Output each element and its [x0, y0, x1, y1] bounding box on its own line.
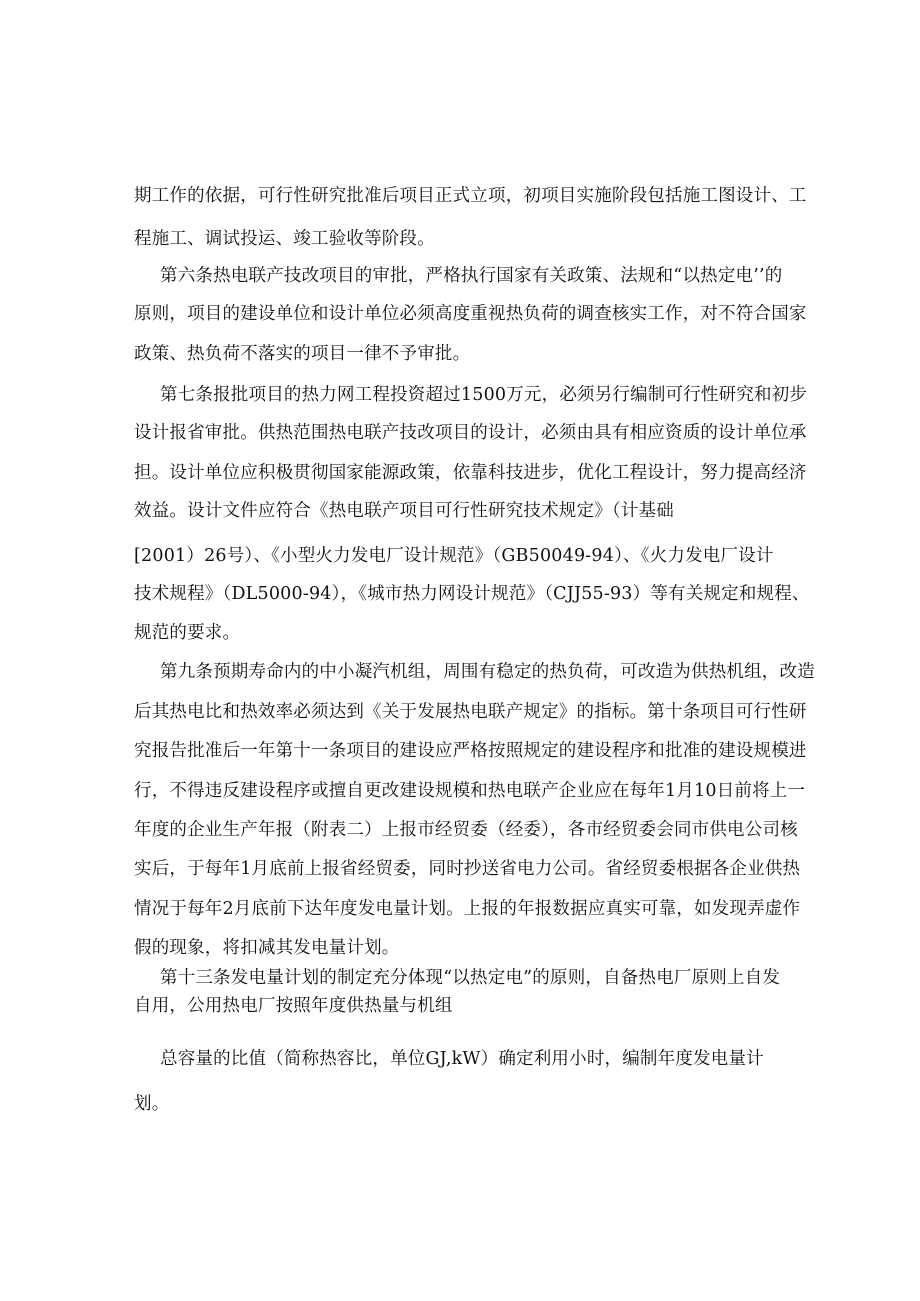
- text-line: 技术规程》（DL5000-94），《城市热力网设计规范》（CJJ55-93）等有关规定和规程、: [134, 584, 810, 604]
- text-line: 政策、热负荷不落实的项目一律不予审批。: [134, 344, 471, 364]
- text-line: 行，不得违反建设程序或擅自更改建设规模和热电联产企业应在每年1月10日前将上一: [134, 781, 806, 801]
- text-line: 后其热电比和热效率必须达到《关于发展热电联产规定》的指标。第十条项目可行性研: [134, 702, 807, 722]
- text-line: 设计报省审批。供热范围热电联产技改项目的设计，必须由具有相应资质的设计单位承: [134, 423, 807, 443]
- text-line: 效益。设计文件应符合《热电联产项目可行性研究技术规定》（计基础: [134, 501, 674, 521]
- text-line: 第九条预期寿命内的中小凝汽机组，周围有稳定的热负荷，可改造为供热机组，改造: [160, 662, 815, 682]
- text-line: 年度的企业生产年报（附表二）上报市经贸委（经委），各市经贸委会同市供电公司核: [134, 820, 798, 840]
- text-line: 究报告批准后一年第十一条项目的建设应严格按照规定的建设程序和批准的建设规模进: [134, 741, 807, 761]
- text-line: 假的现象，将扣减其发电量计划。: [134, 938, 400, 958]
- text-line: 期工作的依据，可行性研究批准后项目正式立项，初项目实施阶段包括施工图设计、工: [134, 186, 807, 206]
- text-line: 实后，于每年1月底前上报省经贸委，同时抄送省电力公司。省经贸委根据各企业供热: [134, 859, 801, 879]
- text-line: [2001）26号）、《小型火力发电厂设计规范》（GB50049-94）、《火力发电厂设计: [134, 546, 774, 566]
- text-line: 担。设计单位应积极贯彻国家能源政策，依靠科技进步，优化工程设计，努力提高经济: [134, 463, 807, 483]
- text-line: 第十三条发电量计划的制定充分体现“以热定电”的原则，自备热电厂原则上自发: [160, 968, 781, 988]
- text-line: 自用，公用热电厂按照年度供热量与机组: [134, 996, 453, 1016]
- text-line: 划。: [134, 1094, 170, 1114]
- text-line: 第六条热电联产技改项目的审批，严格执行国家有关政策、法规和“以热定电’’的: [160, 266, 783, 286]
- text-line: 原则，项目的建设单位和设计单位必须高度重视热负荷的调查核实工作，对不符合国家: [134, 304, 807, 324]
- text-line: 情况于每年2月底前下达年度发电量计划。上报的年报数据应真实可靠，如发现弄虚作: [134, 899, 801, 919]
- text-line: 第七条报批项目的热力网工程投资超过1500万元，必须另行编制可行性研究和初步: [160, 385, 808, 405]
- text-line: 总容量的比值（简称热容比，单位GJ,kW）确定利用小时，编制年度发电量计: [160, 1049, 764, 1069]
- text-line: 程施工、调试投运、竣工验收等阶段。: [134, 229, 435, 249]
- text-line: 规范的要求。: [134, 623, 241, 643]
